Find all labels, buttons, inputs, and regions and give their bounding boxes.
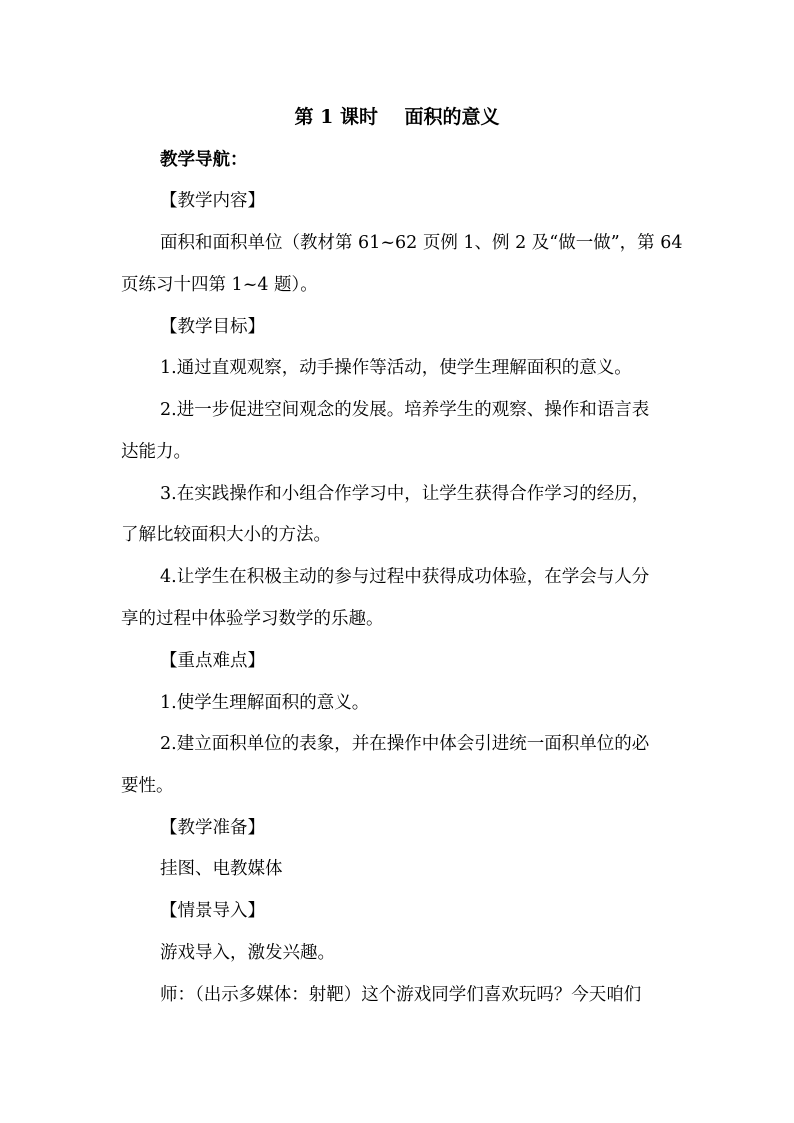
goal-3-line-2: 了解比较面积大小的方法。 <box>121 525 331 545</box>
nav-heading: 教学导航： <box>160 150 248 170</box>
goal-2-line-2: 达能力。 <box>121 442 191 462</box>
keypoint-2-line-2: 要性。 <box>121 776 174 796</box>
keypoint-2-line-1: 2.建立面积单位的表象，并在操作中体会引进统一面积单位的必 <box>160 734 650 754</box>
content-line-2: 页练习十四第 1~4 题）。 <box>121 275 318 295</box>
keypoints-heading: 【重点难点】 <box>160 651 265 671</box>
goal-2-line-1: 2.进一步促进空间观念的发展。培养学生的观察、操作和语言表 <box>160 400 650 420</box>
content-heading: 【教学内容】 <box>160 191 265 211</box>
goal-4-line-2: 享的过程中体验学习数学的乐趣。 <box>121 609 384 629</box>
intro-2: 师：（出示多媒体：射靶）这个游戏同学们喜欢玩吗？今天咱们 <box>160 985 642 1005</box>
lesson-title: 第 1 课时 面积的意义 <box>294 106 500 128</box>
goal-1: 1.通过直观观察，动手操作等活动，使学生理解面积的意义。 <box>160 358 632 378</box>
content-line-1: 面积和面积单位（教材第 61~62 页例 1、例 2 及“做一做”，第 64 <box>160 233 683 253</box>
keypoint-1: 1.使学生理解面积的意义。 <box>160 693 370 713</box>
intro-heading: 【情景导入】 <box>160 901 265 921</box>
goal-3-line-1: 3.在实践操作和小组合作学习中，让学生获得合作学习的经历， <box>160 484 650 504</box>
goals-heading: 【教学目标】 <box>160 317 265 337</box>
prep-text: 挂图、电教媒体 <box>160 859 283 879</box>
intro-1: 游戏导入，激发兴趣。 <box>160 943 335 963</box>
goal-4-line-1: 4.让学生在积极主动的参与过程中获得成功体验，在学会与人分 <box>160 567 650 587</box>
prep-heading: 【教学准备】 <box>160 818 265 838</box>
